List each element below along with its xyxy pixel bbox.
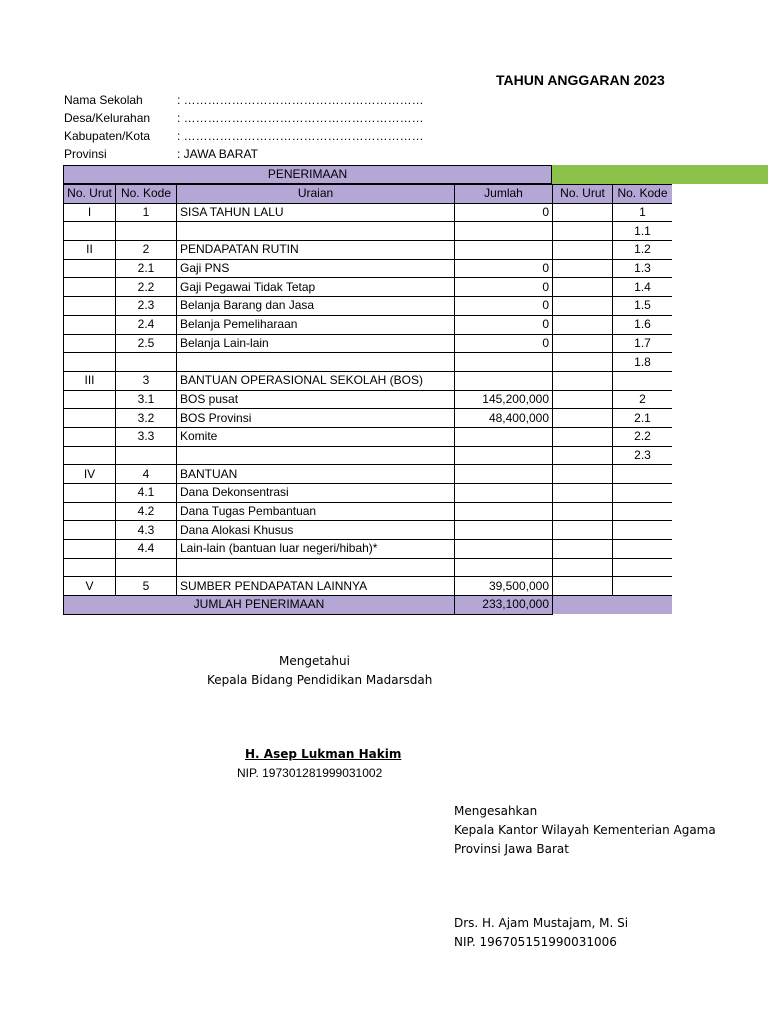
uraian-cell: Belanja Pemeliharaan — [177, 315, 455, 334]
no-kode-cell: 1 — [116, 203, 177, 222]
no-urut2-cell — [553, 484, 613, 503]
col-header: No. Kode — [116, 185, 177, 204]
total-row — [64, 596, 673, 615]
jumlah-cell: 39,500,000 — [455, 577, 553, 596]
no-kode-cell — [116, 558, 177, 577]
no-urut2-cell — [553, 353, 613, 372]
total-green-fill — [553, 596, 673, 615]
no-urut-cell — [64, 521, 116, 540]
uraian-cell — [177, 222, 455, 241]
col-header: Jumlah — [455, 185, 553, 204]
no-kode-cell: 3.2 — [116, 409, 177, 428]
no-kode2-cell: 1.4 — [613, 278, 673, 297]
no-kode-cell: 2 — [116, 241, 177, 260]
table-row — [64, 371, 673, 390]
jumlah-cell: 0 — [455, 334, 553, 353]
no-urut2-cell — [553, 278, 613, 297]
no-kode-cell: 4.3 — [116, 521, 177, 540]
uraian-cell: Komite — [177, 427, 455, 446]
table-row — [64, 446, 673, 465]
no-urut2-cell — [553, 558, 613, 577]
no-urut-cell: V — [64, 577, 116, 596]
no-kode-cell: 5 — [116, 577, 177, 596]
uraian-cell: Gaji PNS — [177, 259, 455, 278]
info-row-kabupaten: Kabupaten/Kota : …………………………………………………… — [64, 129, 424, 143]
no-urut-cell — [64, 427, 116, 446]
no-urut2-cell — [553, 241, 613, 260]
section-header-penerimaan: PENERIMAAN — [63, 165, 552, 184]
no-urut-cell — [64, 484, 116, 503]
table-row — [64, 427, 673, 446]
no-urut-cell — [64, 540, 116, 559]
jumlah-cell: 0 — [455, 203, 553, 222]
no-kode2-cell — [613, 521, 673, 540]
no-kode2-cell — [613, 465, 673, 484]
no-urut-cell — [64, 446, 116, 465]
sign-right-nip: NIP. 196705151990031006 — [454, 935, 617, 949]
no-urut2-cell — [553, 315, 613, 334]
no-urut-cell: IV — [64, 465, 116, 484]
no-kode-cell: 4.1 — [116, 484, 177, 503]
no-urut-cell: III — [64, 371, 116, 390]
no-kode-cell: 4 — [116, 465, 177, 484]
no-kode-cell: 2.5 — [116, 334, 177, 353]
section-header-pengeluaran — [552, 165, 768, 184]
jumlah-cell — [455, 222, 553, 241]
info-row-provinsi: Provinsi : JAWA BARAT — [64, 147, 258, 161]
no-urut-cell: II — [64, 241, 116, 260]
no-kode2-cell: 1.8 — [613, 353, 673, 372]
table-row — [64, 222, 673, 241]
no-urut-cell — [64, 502, 116, 521]
table-row — [64, 484, 673, 503]
table-row — [64, 241, 673, 260]
no-kode2-cell — [613, 540, 673, 559]
uraian-cell — [177, 353, 455, 372]
sign-left-name: H. Asep Lukman Hakim — [245, 747, 402, 761]
sign-right-name: Drs. H. Ajam Mustajam, M. Si — [454, 916, 629, 930]
no-kode-cell — [116, 446, 177, 465]
jumlah-cell — [455, 484, 553, 503]
uraian-cell — [177, 558, 455, 577]
jumlah-cell — [455, 465, 553, 484]
no-kode-cell: 3 — [116, 371, 177, 390]
uraian-cell: BANTUAN — [177, 465, 455, 484]
uraian-cell: Lain-lain (bantuan luar negeri/hibah)* — [177, 540, 455, 559]
sign-left-line2: Kepala Bidang Pendidikan Madarsdah — [207, 673, 433, 687]
jumlah-cell — [455, 540, 553, 559]
no-kode2-cell: 1 — [613, 203, 673, 222]
no-urut2-cell — [553, 465, 613, 484]
table-row — [64, 577, 673, 596]
uraian-cell: PENDAPATAN RUTIN — [177, 241, 455, 260]
no-kode2-cell: 1.5 — [613, 297, 673, 316]
no-kode-cell: 4.2 — [116, 502, 177, 521]
sign-left-line1: Mengetahui — [279, 654, 350, 668]
no-kode-cell: 2.2 — [116, 278, 177, 297]
no-urut-cell — [64, 315, 116, 334]
table-row — [64, 259, 673, 278]
sign-right-line2: Kepala Kantor Wilayah Kementerian Agama — [454, 823, 716, 837]
no-urut-cell: I — [64, 203, 116, 222]
no-kode2-cell — [613, 558, 673, 577]
no-kode2-cell: 2 — [613, 390, 673, 409]
uraian-cell: Dana Alokasi Khusus — [177, 521, 455, 540]
table-row — [64, 278, 673, 297]
jumlah-cell: 0 — [455, 259, 553, 278]
no-urut-cell — [64, 259, 116, 278]
uraian-cell: SUMBER PENDAPATAN LAINNYA — [177, 577, 455, 596]
no-urut2-cell — [553, 203, 613, 222]
no-kode2-cell: 2.3 — [613, 446, 673, 465]
table-row — [64, 334, 673, 353]
jumlah-cell — [455, 521, 553, 540]
jumlah-cell — [455, 353, 553, 372]
table-row — [64, 502, 673, 521]
no-urut2-cell — [553, 222, 613, 241]
no-urut2-cell — [553, 409, 613, 428]
sign-left-nip: NIP. 197301281999031002 — [237, 766, 383, 780]
table-row — [64, 390, 673, 409]
table-row — [64, 540, 673, 559]
uraian-cell: Dana Tugas Pembantuan — [177, 502, 455, 521]
uraian-cell: Belanja Lain-lain — [177, 334, 455, 353]
sign-right-line3: Provinsi Jawa Barat — [454, 842, 569, 856]
no-kode2-cell: 1.3 — [613, 259, 673, 278]
no-kode2-cell: 2.2 — [613, 427, 673, 446]
no-urut2-cell — [553, 371, 613, 390]
table-row — [64, 353, 673, 372]
no-urut-cell — [64, 558, 116, 577]
table-row — [64, 521, 673, 540]
no-kode-cell: 3.3 — [116, 427, 177, 446]
jumlah-cell: 0 — [455, 315, 553, 334]
no-urut2-cell — [553, 259, 613, 278]
jumlah-cell — [455, 446, 553, 465]
no-urut2-cell — [553, 540, 613, 559]
uraian-cell: Belanja Barang dan Jasa — [177, 297, 455, 316]
uraian-cell: BOS pusat — [177, 390, 455, 409]
no-urut2-cell — [553, 427, 613, 446]
total-label: JUMLAH PENERIMAAN — [64, 596, 455, 615]
col-header: No. Kode — [613, 185, 673, 204]
jumlah-cell: 0 — [455, 297, 553, 316]
no-urut2-cell — [553, 390, 613, 409]
no-kode-cell: 3.1 — [116, 390, 177, 409]
info-row-nama-sekolah: Nama Sekolah : …………………………………………………… — [64, 93, 424, 107]
no-kode2-cell: 2.1 — [613, 409, 673, 428]
table-row — [64, 409, 673, 428]
no-urut2-cell — [553, 297, 613, 316]
table-row — [64, 297, 673, 316]
no-urut-cell — [64, 390, 116, 409]
uraian-cell: Gaji Pegawai Tidak Tetap — [177, 278, 455, 297]
no-kode-cell: 2.3 — [116, 297, 177, 316]
table-row — [64, 465, 673, 484]
no-urut2-cell — [553, 521, 613, 540]
page-title: TAHUN ANGGARAN 2023 — [496, 72, 665, 88]
uraian-cell: SISA TAHUN LALU — [177, 203, 455, 222]
uraian-cell: BANTUAN OPERASIONAL SEKOLAH (BOS) — [177, 371, 455, 390]
no-urut-cell — [64, 278, 116, 297]
jumlah-cell — [455, 427, 553, 446]
jumlah-cell — [455, 558, 553, 577]
no-kode2-cell: 1.1 — [613, 222, 673, 241]
school-info — [64, 91, 424, 163]
no-kode2-cell — [613, 484, 673, 503]
no-kode2-cell — [613, 371, 673, 390]
no-kode-cell: 4.4 — [116, 540, 177, 559]
no-kode-cell — [116, 353, 177, 372]
no-urut-cell — [64, 409, 116, 428]
no-kode2-cell — [613, 502, 673, 521]
total-value: 233,100,000 — [455, 596, 553, 615]
sign-right-line1: Mengesahkan — [454, 804, 538, 818]
no-urut-cell — [64, 334, 116, 353]
col-header: Uraian — [177, 185, 455, 204]
no-urut-cell — [64, 297, 116, 316]
info-row-desa: Desa/Kelurahan : …………………………………………………… — [64, 111, 424, 125]
jumlah-cell: 145,200,000 — [455, 390, 553, 409]
jumlah-cell — [455, 502, 553, 521]
no-urut2-cell — [553, 577, 613, 596]
jumlah-cell: 0 — [455, 278, 553, 297]
table-row — [64, 315, 673, 334]
jumlah-cell — [455, 241, 553, 260]
no-kode2-cell: 1.2 — [613, 241, 673, 260]
page-edge-clip — [672, 184, 768, 614]
jumlah-cell — [455, 371, 553, 390]
no-kode2-cell: 1.7 — [613, 334, 673, 353]
no-urut2-cell — [553, 334, 613, 353]
no-urut-cell — [64, 222, 116, 241]
table-row — [64, 558, 673, 577]
uraian-cell: BOS Provinsi — [177, 409, 455, 428]
budget-table — [63, 184, 673, 615]
no-urut-cell — [64, 353, 116, 372]
no-kode-cell — [116, 222, 177, 241]
table-header-row — [64, 185, 673, 204]
table-row — [64, 203, 673, 222]
jumlah-cell: 48,400,000 — [455, 409, 553, 428]
no-kode2-cell: 1.6 — [613, 315, 673, 334]
no-urut2-cell — [553, 502, 613, 521]
no-urut2-cell — [553, 446, 613, 465]
uraian-cell — [177, 446, 455, 465]
no-kode-cell: 2.1 — [116, 259, 177, 278]
uraian-cell: Dana Dekonsentrasi — [177, 484, 455, 503]
col-header: No. Urut — [553, 185, 613, 204]
no-kode-cell: 2.4 — [116, 315, 177, 334]
no-kode2-cell — [613, 577, 673, 596]
col-header: No. Urut — [64, 185, 116, 204]
